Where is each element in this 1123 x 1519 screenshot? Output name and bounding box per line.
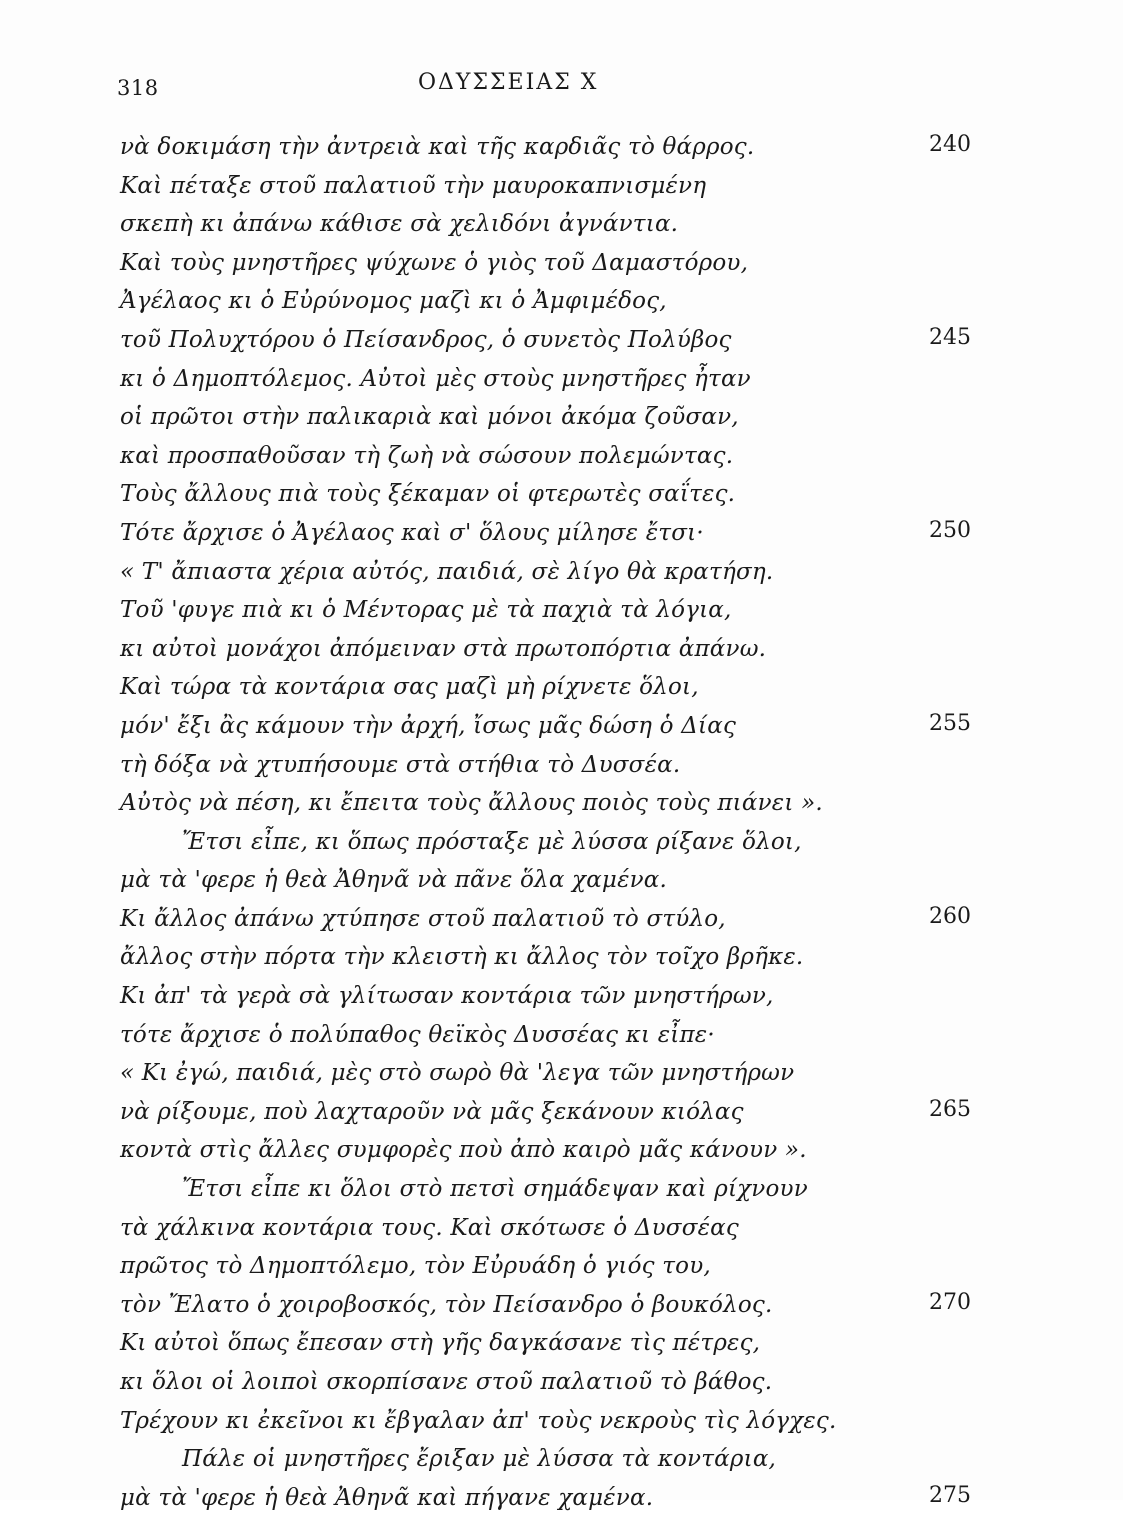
line-number: 260 [929,903,971,929]
verse-line [0,284,1123,323]
verse-text: κι ὅλοι οἱ λοιποὶ σκορπίσανε στοῦ παλατιοῦ τὸ βάθος. [120,1369,773,1395]
verse-line [0,1288,1123,1327]
verse-line [0,439,1123,478]
verse-line [0,246,1123,285]
verse-line [0,1365,1123,1404]
verse-text: Καὶ τοὺς μνηστῆρες ψύχωνε ὁ γιὸς τοῦ Δαμαστόρου, [120,249,749,276]
verse-line [0,555,1123,594]
verse-line [0,1018,1123,1057]
verse-text: Τότε ἄρχισε ὁ Ἀγέλαος καὶ σ' ὅλους μίλησε ἔτσι· [120,519,704,546]
verse-text: Πάλε οἱ μνηστῆρες ἔριξαν μὲ λύσσα τὰ κοντάρια, [182,1446,777,1473]
verse-text: τότε ἄρχισε ὁ πολύπαθος θεϊκὸς Δυσσέας κι εἶπε· [120,1021,715,1048]
verse-text: Κι αὐτοὶ ὅπως ἔπεσαν στὴ γῆς δαγκάσανε τὶς πέτρες, [120,1330,761,1357]
line-number: 270 [929,1289,971,1315]
verse-line [0,1172,1123,1211]
verse-line [0,593,1123,632]
verse-line [0,1133,1123,1172]
line-number: 275 [929,1482,971,1508]
verse-text: Κι ἄλλος ἀπάνω χτύπησε στοῦ παλατιοῦ τὸ στύλο, [120,905,726,932]
verse-line [0,786,1123,825]
verse-text: Ἔτσι εἶπε κι ὅλοι στὸ πετσὶ σημάδεψαν καὶ ρίχνουν [182,1176,808,1203]
verse-text: « Κι ἐγώ, παιδιά, μὲς στὸ σωρὸ θὰ 'λεγα τῶν μνηστήρων [120,1060,795,1087]
verse-text: Τοῦ 'φυγε πιὰ κι ὁ Μέντορας μὲ τὰ παχιὰ τὰ λόγια, [120,597,732,624]
verse-line [0,1326,1123,1365]
verse-text: νὰ ρίξουμε, ποὺ λαχταροῦν νὰ μᾶς ξεκάνουν κιόλας [120,1098,744,1125]
verse-line [0,130,1123,169]
verse-line [0,400,1123,439]
verse-text: μὰ τὰ 'φερε ἡ θεὰ Ἀθηνᾶ νὰ πᾶνε ὅλα χαμένα. [120,867,668,894]
verse-text: Ἀγέλαος κι ὁ Εὐρύνομος μαζὶ κι ὁ Ἀμφιμέδος, [120,288,667,315]
verse-line [0,1442,1123,1481]
verse-line [0,863,1123,902]
verse-text: Αὐτὸς νὰ πέση, κι ἔπειτα τοὺς ἄλλους ποιὸς τοὺς πιάνει ». [120,790,823,817]
line-number: 255 [929,710,971,736]
verse-line [0,1249,1123,1288]
verse-text: κι αὐτοὶ μονάχοι ἀπόμειναν στὰ πρωτοπόρτια ἀπάνω. [120,635,767,662]
verse-block [0,130,1123,1519]
verse-line [0,632,1123,671]
verse-line [0,323,1123,362]
line-number: 250 [929,517,971,543]
verse-text: Κι ἀπ' τὰ γερὰ σὰ γλίτωσαν κοντάρια τῶν μνηστήρων, [120,983,774,1010]
verse-text: Τρέχουν κι ἐκεῖνοι κι ἔβγαλαν ἀπ' τοὺς νεκροὺς τὶς λόγχες. [120,1407,837,1434]
verse-line [0,709,1123,748]
verse-text: Ἔτσι εἶπε, κι ὅπως πρόσταξε μὲ λύσσα ρίξανε ὅλοι, [182,828,802,855]
verse-line [0,670,1123,709]
verse-text: μόν' ἔξι ἂς κάμουν τὴν ἀρχή, ἴσως μᾶς δώση ὁ Δίας [120,712,737,739]
verse-text: « Τ' ἄπιαστα χέρια αὐτός, παιδιά, σὲ λίγο θὰ κρατήση. [120,558,774,585]
verse-text: οἱ πρῶτοι στὴν παλικαριὰ καὶ μόνοι ἀκόμα ζοῦσαν, [120,404,739,431]
verse-line [0,1211,1123,1250]
verse-text: καὶ προσπαθοῦσαν τὴ ζωὴ νὰ σώσουν πολεμώντας. [120,442,734,469]
verse-text: Καὶ πέταξε στοῦ παλατιοῦ τὴν μαυροκαπνισμένη [120,172,707,199]
verse-text: τὴ δόξα νὰ χτυπήσουμε στὰ στήθια τὸ Δυσσέα. [120,751,681,778]
verse-line [0,1095,1123,1134]
page-header [0,70,1123,110]
verse-line [0,979,1123,1018]
verse-line [0,169,1123,208]
verse-line [0,516,1123,555]
verse-line [0,748,1123,787]
verse-line [0,825,1123,864]
verse-text: μὰ τὰ 'φερε ἡ θεὰ Ἀθηνᾶ καὶ πήγανε χαμένα. [120,1484,654,1511]
verse-text: τοῦ Πολυχτόρου ὁ Πείσανδρος, ὁ συνετὸς Πολύβος [120,326,732,353]
verse-text: ἄλλος στὴν πόρτα τὴν κλειστὴ κι ἄλλος τὸν τοῖχο βρῆκε. [120,944,804,971]
verse-text: κι ὁ Δημοπτόλεμος. Αὐτοὶ μὲς στοὺς μνηστῆρες ἦταν [120,365,751,392]
verse-line [0,362,1123,401]
line-number: 265 [929,1096,971,1122]
verse-line [0,1404,1123,1443]
verse-text: νὰ δοκιμάση τὴν ἀντρειὰ καὶ τῆς καρδιᾶς τὸ θάρρος. [120,134,755,160]
verse-text: Καὶ τώρα τὰ κοντάρια σας μαζὶ μὴ ρίχνετε ὅλοι, [120,674,699,701]
line-number: 240 [929,132,971,157]
verse-line [0,207,1123,246]
running-title: ΟΔΥΣΣΕΙΑΣ Χ [418,70,599,95]
verse-text: κοντὰ στὶς ἄλλες συμφορὲς ποὺ ἀπὸ καιρὸ μᾶς κάνουν ». [120,1137,807,1164]
verse-line [0,477,1123,516]
verse-text: τὰ χάλκινα κοντάρια τους. Καὶ σκότωσε ὁ Δυσσέας [120,1214,739,1241]
verse-text: τὸν Ἔλατο ὁ χοιροβοσκός, τὸν Πείσανδρο ὁ βουκόλος. [120,1291,773,1318]
verse-text: πρῶτος τὸ Δημοπτόλεμο, τὸν Εὐρυάδη ὁ γιός του, [120,1253,711,1280]
verse-text: Τοὺς ἄλλους πιὰ τοὺς ξέκαμαν οἱ φτερωτὲς σαΐτες. [120,481,736,508]
page-number: 318 [117,76,159,100]
verse-text: σκεπὴ κι ἀπάνω κάθισε σὰ χελιδόνι ἀγνάντια. [120,211,679,238]
line-number: 245 [929,324,971,350]
verse-line [0,940,1123,979]
verse-line [0,1056,1123,1095]
verse-line [0,902,1123,941]
